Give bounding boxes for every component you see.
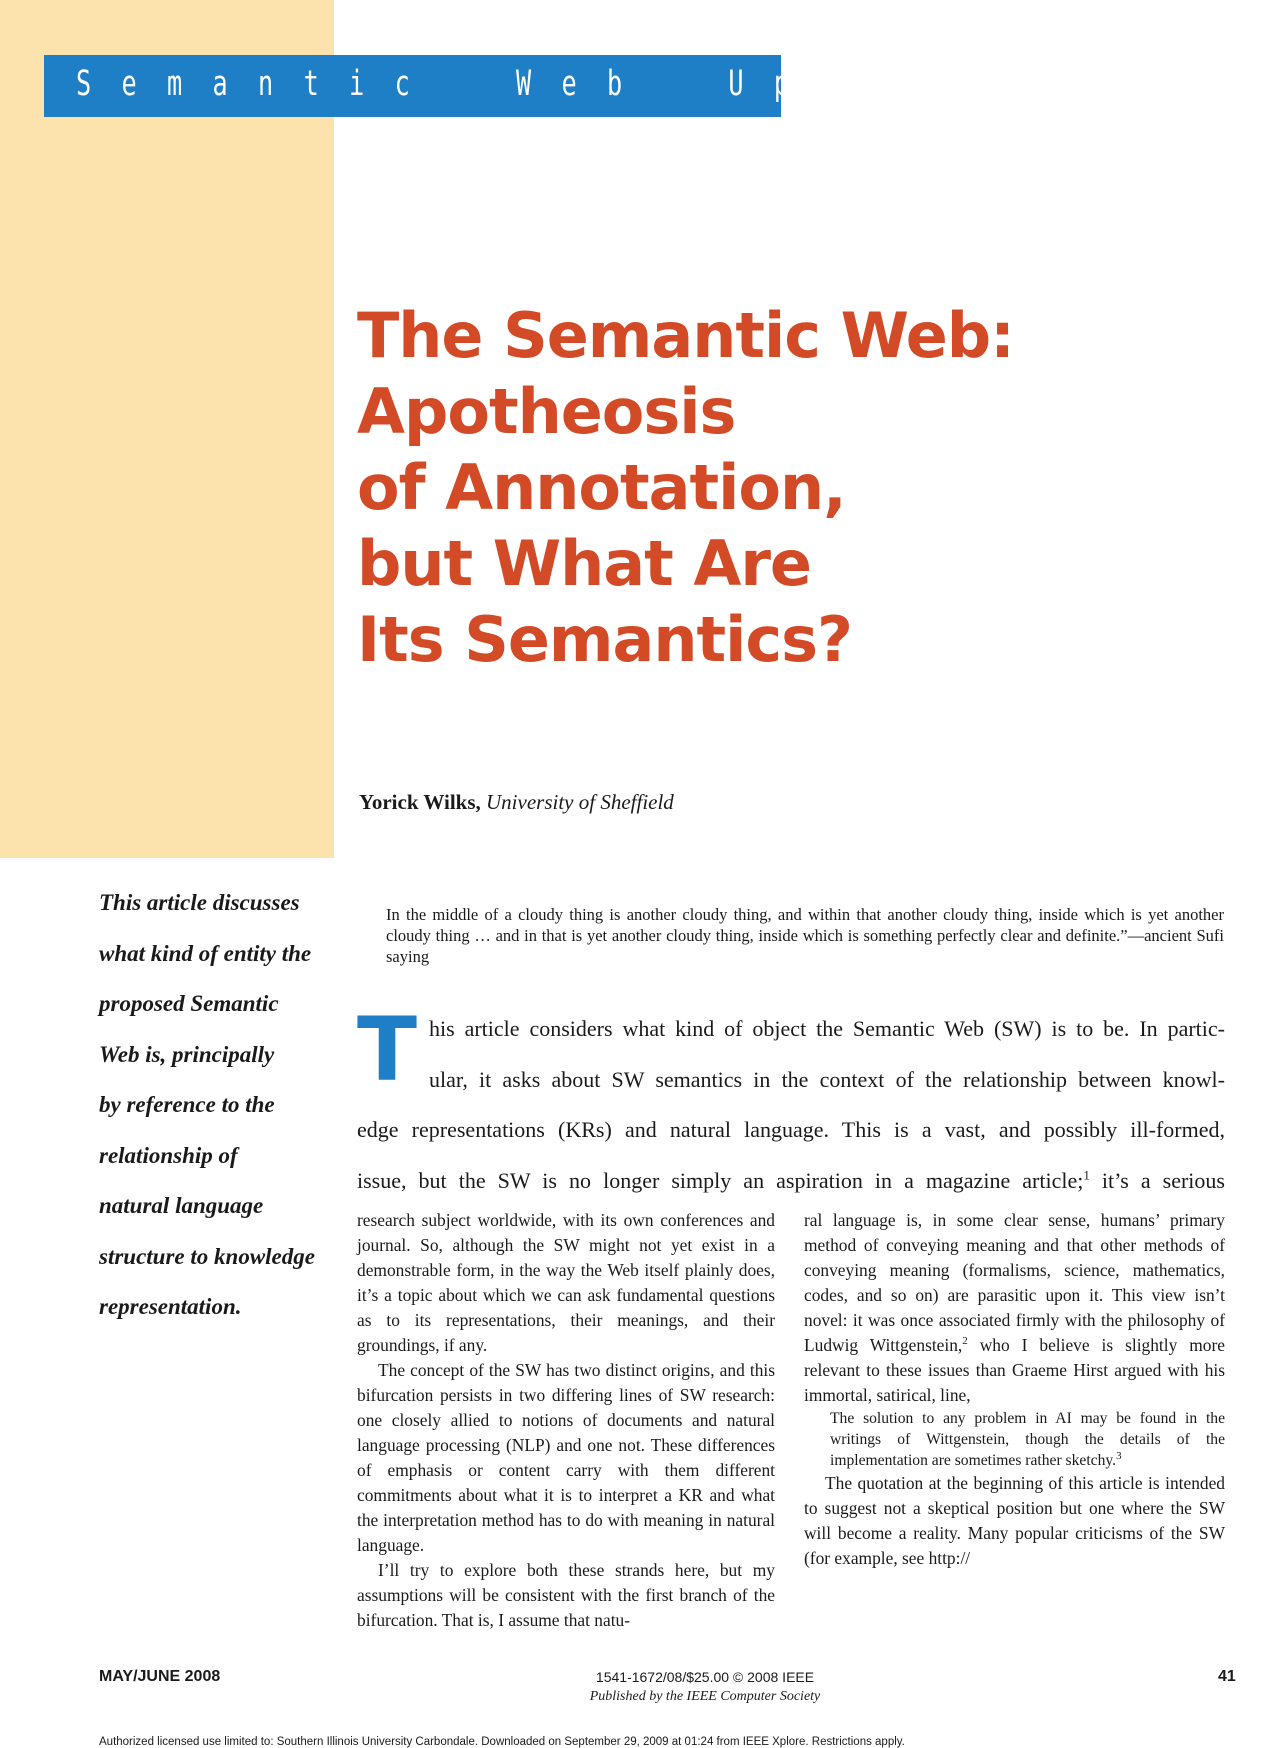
article-title: [357, 298, 1157, 678]
intro-line-text: issue, but the SW is no longer simply an aspiration in a magazine article;: [357, 1167, 1084, 1193]
block-quote-text: The solution to any problem in AI may be found in the writings of Wittgenstein, though the details of the implementation are sometimes rather sketchy.: [830, 1410, 1225, 1469]
pull-quote-line: Web is, principally: [99, 1041, 275, 1067]
title-line: The Semantic Web:: [357, 299, 1014, 372]
pull-quote-line: by reference to the: [99, 1092, 275, 1117]
byline: [359, 790, 674, 815]
body-paragraph: The concept of the SW has two distinct origins, and this bifurcation persists in two differing lines of SW research: one closely allied to notions of documents and natural language processing (NLP) and one not. These differences of emphasis or content carry with them different commitments about what it is to interpret a KR and what the interpretation method has to do with meaning in natural language.: [357, 1360, 775, 1555]
author-affiliation: University of Sheffield: [486, 790, 674, 814]
title-line: of Annotation,: [357, 451, 846, 524]
title-line: but What Are: [357, 527, 811, 600]
reference-marker: 3: [1116, 1449, 1122, 1462]
title-line: Apotheosis: [357, 375, 736, 448]
reference-marker: 1: [1083, 1167, 1090, 1183]
body-text: ral language is, in some clear sense, humans’ primary method of conveying meaning and that other methods of conveying meaning (formalisms, science, mathematics, codes, and so on) are parasitic upon it. This view isn’t novel: it was once associated firmly with the philosophy of Ludwig Wittgenstein,: [804, 1210, 1225, 1355]
body-paragraph: The quotation at the beginning of this article is intended to suggest not a skeptical position but one where the SW will become a reality. Many popular criticisms of the SW (for example, see http://: [804, 1473, 1225, 1568]
pull-quote-line: relationship of: [99, 1142, 238, 1168]
department-banner: [44, 55, 972, 117]
intro-line: edge representations (KRs) and natural language. This is a vast, and possibly ill-formed,: [357, 1117, 1225, 1142]
issue-date: MAY/JUNE 2008: [99, 1668, 221, 1685]
copyright-line: 1541-1672/08/$25.00 © 2008 IEEE: [595, 1669, 815, 1685]
epigraph: In the middle of a cloudy thing is another cloudy thing, and within that another cloudy thing, inside which is yet another cloudy thing … and in that is yet another cloudy thing, inside which is something perfectly clear and definite.”—ancient Sufi saying: [386, 905, 1224, 966]
body-text: who I believe is slightly more relevant to these issues than Graeme Hirst argued with his immortal, satirical, line,: [804, 1335, 1225, 1405]
pull-quote: [99, 878, 339, 1333]
author-name: Yorick Wilks,: [359, 790, 481, 814]
publication-info: [440, 1667, 970, 1707]
pull-quote-line: This article discusses: [99, 890, 300, 915]
pull-quote-line: proposed Semantic: [99, 991, 279, 1016]
body-paragraph: I’ll try to explore both these strands here, but my assumptions will be consistent with the first branch of the bifurcation. That is, I assume that natu-: [357, 1560, 775, 1630]
body-column-right: [804, 1208, 1225, 1571]
reference-marker: 2: [962, 1335, 968, 1348]
intro-line-tail: it’s a serious: [1089, 1167, 1225, 1193]
page-number: 41: [1218, 1668, 1236, 1685]
body-paragraph: [804, 1208, 1225, 1408]
pull-quote-line: natural language: [99, 1193, 264, 1218]
pull-quote-line: structure to knowledge: [99, 1243, 315, 1269]
sidebar-panel: [0, 0, 334, 858]
pull-quote-line: what kind of entity the: [99, 940, 312, 966]
pull-quote-line: representation.: [99, 1294, 242, 1319]
intro-line: [357, 1156, 1225, 1207]
drop-cap: T: [357, 998, 418, 1101]
publisher-line: Published by the IEEE Computer Society: [589, 1689, 821, 1704]
body-paragraph: research subject worldwide, with its own conferences and journal. So, although the SW might not yet exist in a demonstrable form, in the way the Web itself plainly does, it’s a topic about which we can ask fundamental questions as to its representations, their meanings, and their groundings, if any.: [357, 1210, 775, 1355]
license-note: Authorized licensed use limited to: Southern Illinois University Carbondale. Downloaded on September 29, 2009 at 01:24 from IEEE Xplore. Restrictions apply.: [99, 1736, 905, 1748]
department-banner-text: S e m a n t i c W e b U p d a t e: [76, 64, 972, 104]
intro-line: his article considers what kind of object the Semantic Web (SW) is to be. In partic-: [429, 1016, 1225, 1041]
title-line: Its Semantics?: [357, 603, 852, 676]
intro-paragraph: [357, 998, 1225, 1206]
intro-line: ular, it asks about SW semantics in the context of the relationship between knowl-: [429, 1066, 1225, 1092]
body-column-left: [357, 1208, 775, 1633]
block-quote: [804, 1408, 1225, 1471]
